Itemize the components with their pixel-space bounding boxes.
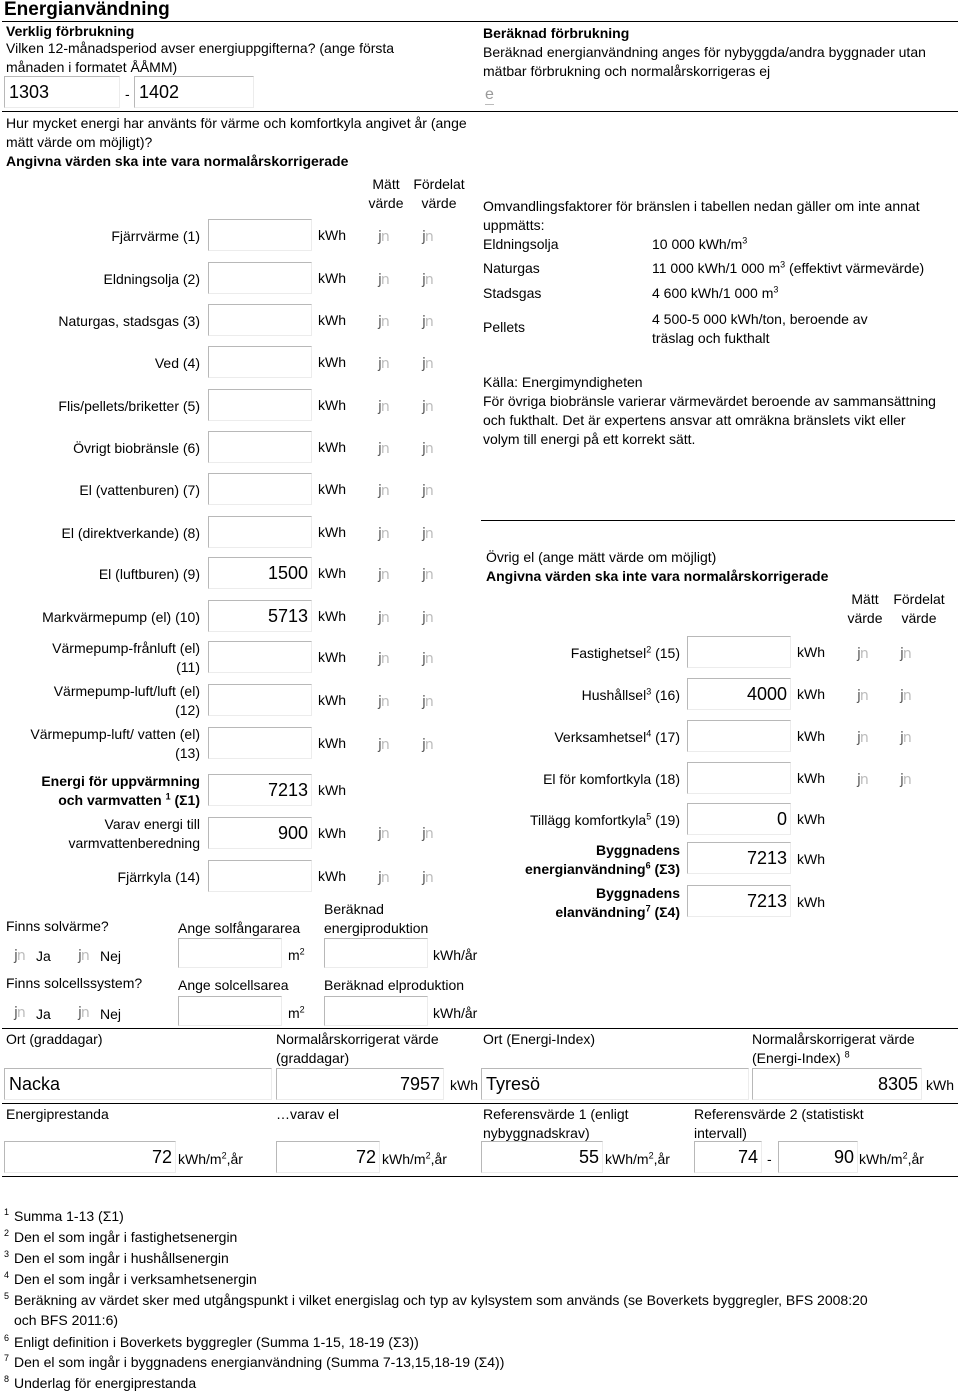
ort-energiindex-input[interactable]: Tyresö	[481, 1068, 749, 1100]
energy-row-fordelat-checkbox[interactable]: jn	[422, 272, 433, 288]
u3-sup: 2	[648, 1150, 654, 1161]
sum3-line2: energianvändning	[525, 861, 646, 877]
conversion-factor	[652, 310, 902, 348]
ref2-low-value: 74	[694, 1141, 762, 1173]
ovrig-col-matt: Mätt värde	[847, 591, 883, 626]
m2-text: m	[288, 1005, 300, 1021]
solcell-nej-radio[interactable]: jn	[78, 1005, 89, 1021]
energy-row-matt-checkbox[interactable]: jn	[378, 567, 389, 583]
energy-row-fordelat-checkbox[interactable]: jn	[422, 737, 433, 753]
energy-row-unit: kWh	[318, 649, 346, 665]
conversion-fuel: Naturgas	[483, 260, 540, 276]
energy-row-unit: kWh	[318, 481, 346, 497]
factor-sup: 3	[773, 284, 779, 295]
energiproduktion-input[interactable]	[324, 938, 428, 968]
solcell-ja-radio[interactable]: jn	[14, 1005, 25, 1021]
footnote: $^2$ Den el som ingår i fastighetsenergin	[4, 1228, 238, 1245]
ovrig-row-label	[486, 811, 680, 830]
ovrig-row-label	[486, 728, 680, 747]
norm-energiindex-unit: kWh	[926, 1077, 954, 1093]
energy-row-unit: kWh	[318, 439, 346, 455]
m2-sup: 2	[299, 1004, 305, 1015]
beraknad-text: Beräknad energianvändning anges för nybyggda/andra byggnader utan mätbar förbrukning och normalårskorrigeras ej	[483, 44, 926, 79]
ref1-label: Referensvärde 1 (enligt nybyggnadskrav)	[483, 1106, 629, 1141]
energy-row-input[interactable]	[208, 516, 312, 548]
sum1-sup: 1	[165, 791, 171, 802]
bottom-divider-3	[2, 1176, 958, 1177]
sum4-suffix: (Σ4)	[650, 904, 680, 920]
energy-row-unit: kWh	[318, 270, 346, 286]
energy-row-matt-checkbox[interactable]: jn	[378, 694, 389, 710]
ovrig-row-label	[486, 644, 680, 663]
bottom-divider-2	[2, 1103, 958, 1104]
u3: kWh/m	[605, 1151, 649, 1167]
energy-row-fordelat-checkbox[interactable]: jn	[422, 399, 433, 415]
norm-graddagar-unit: kWh	[450, 1077, 478, 1093]
period-to-input[interactable]: 1402	[134, 76, 254, 108]
energy-row-matt-checkbox[interactable]: jn	[378, 651, 389, 667]
varav-input[interactable]: 900	[208, 817, 312, 849]
u1: kWh/m	[178, 1151, 222, 1167]
norm-ei-sup: 8	[844, 1049, 850, 1060]
fjarrkyla-unit: kWh	[318, 868, 346, 884]
sum4-value: 7213	[687, 885, 791, 917]
solvarme-ja-radio[interactable]: jn	[14, 948, 25, 964]
factor-text: 4 500-5 000 kWh/ton, beroende av träslag och fukthalt	[652, 311, 868, 346]
energy-row-input[interactable]	[208, 431, 312, 463]
ref2-high-value: 90	[778, 1141, 858, 1173]
footnote: $^7$ Den el som ingår i byggnadens energianvändning (Summa 7-13,15,18-19 (Σ4))	[4, 1353, 505, 1370]
energy-row-fordelat-checkbox[interactable]: jn	[422, 651, 433, 667]
norm-graddagar-value: 7957	[276, 1068, 444, 1100]
ovrig-row-unit: kWh	[797, 811, 825, 827]
factor-text: 4 600 kWh/1 000 m	[652, 285, 774, 301]
footnote-text: Den el som ingår i byggnadens energianvändning (Summa 7-13,15,18-19 (Σ4))	[14, 1354, 505, 1370]
energy-row-unit: kWh	[318, 227, 346, 243]
ovrig-label-text: El för komfortkyla (18)	[543, 771, 680, 787]
energy-row-matt-checkbox[interactable]: jn	[378, 399, 389, 415]
energy-row-matt-checkbox[interactable]: jn	[378, 441, 389, 457]
energy-row-input[interactable]: 5713	[208, 600, 312, 632]
energy-row-label: Eldningsolja (2)	[103, 271, 200, 287]
energy-row-matt-checkbox[interactable]: jn	[378, 314, 389, 330]
conversion-source: Källa: Energimyndigheten	[483, 374, 643, 390]
energy-row-label: Värmepump-luft/ vatten (el) (13)	[30, 726, 200, 761]
energy-row-unit: kWh	[318, 354, 346, 370]
ovrig-label-suffix: (17)	[651, 729, 680, 745]
sum4-label	[486, 884, 680, 922]
energy-row-fordelat-checkbox[interactable]: jn	[422, 610, 433, 626]
how-much-question: Hur mycket energi har använts för värme och komfortkyla angivet år (ange mätt värde om möjligt)?	[6, 115, 467, 150]
conversion-intro: Omvandlingsfaktorer för bränslen i tabellen nedan gäller om inte annat uppmätts:	[483, 198, 920, 233]
energy-row-label: Naturgas, stadsgas (3)	[58, 313, 200, 329]
ovrig-row-input[interactable]	[687, 762, 791, 794]
ovrig-row-fordelat-checkbox[interactable]: jn	[900, 730, 911, 746]
solvarme-ja-label: Ja	[36, 948, 51, 964]
footnote-text: Summa 1-13 (Σ1)	[14, 1208, 124, 1224]
energy-row-input[interactable]	[208, 641, 312, 673]
ref1-value: 55	[481, 1141, 603, 1173]
ovrig-row-matt-checkbox[interactable]: jn	[857, 688, 868, 704]
conversion-fuel: Pellets	[483, 319, 526, 335]
energy-row-fordelat-checkbox[interactable]: jn	[422, 483, 433, 499]
solvarme-nej-label: Nej	[100, 948, 122, 964]
ort-graddagar-label: Ort (graddagar)	[6, 1031, 103, 1047]
varav-el-unit	[382, 1150, 447, 1169]
elproduktion-unit: kWh/år	[433, 1005, 478, 1021]
energy-row-fordelat-checkbox[interactable]: jn	[422, 229, 433, 245]
conversion-fuel: Stadsgas	[483, 285, 542, 301]
energy-row-label: Värmepump-luft/luft (el) (12)	[53, 683, 200, 718]
energy-row-label: El (direktverkande) (8)	[61, 525, 200, 541]
energy-row-input[interactable]	[208, 727, 312, 759]
period-question: Vilken 12-månadsperiod avser energiuppgifterna? (ange första månaden i formatet ÅÅMM)	[6, 40, 395, 75]
energy-row-fordelat-checkbox[interactable]: jn	[422, 567, 433, 583]
ovrig-row-matt-checkbox[interactable]: jn	[857, 730, 868, 746]
footnote: $^1$ Summa 1-13 (Σ1)	[4, 1207, 124, 1224]
ovrig-row-fordelat-checkbox[interactable]: jn	[900, 646, 911, 662]
sum1-suffix: (Σ1)	[174, 792, 200, 808]
footnote-text: Underlag för energiprestanda	[14, 1375, 197, 1391]
solcellsarea-label: Ange solcellsarea	[178, 977, 289, 993]
divider	[2, 111, 958, 112]
energy-row-input[interactable]	[208, 346, 312, 378]
footnote	[4, 1311, 954, 1330]
sum1-value: 7213	[208, 774, 312, 806]
energy-row-unit: kWh	[318, 565, 346, 581]
sum1-text: Energi för uppvärmning och varmvatten	[41, 773, 200, 808]
solcell-nej-label: Nej	[100, 1006, 122, 1022]
sum4-sup: 7	[645, 903, 651, 914]
footnote-text: Den el som ingår i verksamhetsenergin	[14, 1271, 257, 1287]
footnote: $^4$ Den el som ingår i verksamhetsenergin	[4, 1270, 257, 1287]
sum3-sup: 6	[645, 860, 651, 871]
u4: kWh/m	[859, 1151, 903, 1167]
energiprestanda-value: 72	[4, 1141, 176, 1173]
u4-sup: 2	[902, 1150, 908, 1161]
u2-sup: 2	[425, 1150, 431, 1161]
sum4-line2: elanvändning	[555, 904, 646, 920]
bottom-divider-1	[2, 1028, 958, 1029]
ovrig-row-label	[486, 686, 680, 705]
sum3-unit: kWh	[797, 851, 825, 867]
factor-sup: 3	[780, 259, 786, 270]
ovrig-row-input[interactable]: 0	[687, 803, 791, 835]
solvarme-nej-radio[interactable]: jn	[78, 948, 89, 964]
u1-ar: ,år	[226, 1151, 243, 1167]
energy-row-fordelat-checkbox[interactable]: jn	[422, 526, 433, 542]
factor-extra: (effektivt värmevärde)	[785, 260, 925, 276]
ovrig-label-text: Fastighetsel	[570, 645, 647, 661]
period-from-input[interactable]: 1303	[4, 76, 120, 108]
energy-row-label: El (vattenburen) (7)	[79, 482, 200, 498]
energy-row-label: El (luftburen) (9)	[98, 566, 200, 582]
norm-energiindex-label	[752, 1030, 952, 1068]
energy-row-fordelat-checkbox[interactable]: jn	[422, 441, 433, 457]
ovrig-label-suffix: (16)	[651, 687, 680, 703]
u4-ar: ,år	[907, 1151, 924, 1167]
ovrig-label-text: Hushållsel	[581, 687, 647, 703]
energy-row-unit: kWh	[318, 608, 346, 624]
ovrig-label-sup: 3	[646, 686, 652, 697]
solcellsarea-input[interactable]	[178, 996, 282, 1026]
factor-sup: 3	[742, 235, 748, 246]
m2-sup: 2	[299, 946, 305, 957]
energy-row-label: Fjärrvärme (1)	[111, 228, 200, 244]
sum3-label	[486, 841, 680, 879]
energy-row-fordelat-checkbox[interactable]: jn	[422, 694, 433, 710]
fjarrkyla-matt-checkbox[interactable]: jn	[378, 870, 389, 886]
energy-row-matt-checkbox[interactable]: jn	[378, 229, 389, 245]
varav-label: Varav energi till varmvattenberedning	[68, 816, 200, 851]
conversion-factor	[652, 259, 960, 278]
energy-row-input[interactable]	[208, 262, 312, 294]
varav-unit: kWh	[318, 825, 346, 841]
u1-sup: 2	[221, 1150, 227, 1161]
beraknad-elproduktion-label: Beräknad elproduktion	[324, 977, 465, 993]
energy-row-label: Ved (4)	[154, 355, 200, 371]
u2: kWh/m	[382, 1151, 426, 1167]
energy-row-input[interactable]	[208, 219, 312, 251]
ovrig-not-normal: Angivna värden ska inte vara normalårskorrigerade	[486, 568, 829, 584]
not-normal-note: Angivna värden ska inte vara normalårskorrigerade	[6, 153, 349, 169]
footnote-text: Den el som ingår i hushållsenergin	[14, 1250, 229, 1266]
ovrig-row-unit: kWh	[797, 728, 825, 744]
norm-energiindex-value: 8305	[752, 1068, 922, 1100]
m2-text: m	[288, 947, 300, 963]
beraknad-heading: Beräknad förbrukning	[483, 25, 630, 41]
ovrig-row-input[interactable]	[687, 636, 791, 668]
ovrig-heading: Övrig el (ange mätt värde om möjligt)	[486, 549, 717, 565]
energy-row-matt-checkbox[interactable]: jn	[378, 526, 389, 542]
beraknad-energiproduktion-label: Beräknad energiproduktion	[324, 901, 429, 936]
ovrig-row-label	[486, 770, 680, 789]
col-fordelat-header: Fördelat värde	[413, 176, 465, 211]
energy-row-fordelat-checkbox[interactable]: jn	[422, 314, 433, 330]
conversion-factor	[652, 235, 902, 254]
conversion-note: För övriga biobränsle varierar värmevärdet beroende av sammansättning och fukthalt. Det är expertens ansvar att omräkna bränslets vikt eller volym till energi på ett korrekt sätt.	[483, 393, 936, 447]
sum3-suffix: (Σ3)	[650, 861, 680, 877]
sum3-value: 7213	[687, 842, 791, 874]
ovrig-label-suffix: (19)	[651, 812, 680, 828]
solfangararea-label: Ange solfångararea	[178, 920, 301, 936]
energy-row-label: Värmepump-frånluft (el) (11)	[52, 640, 200, 675]
ref2-unit	[859, 1150, 924, 1169]
ovrig-divider	[481, 520, 955, 521]
solcell-question: Finns solcellssystem?	[6, 975, 143, 991]
norm-graddagar-label: Normalårskorrigerat värde (graddagar)	[276, 1031, 439, 1066]
energy-row-unit: kWh	[318, 692, 346, 708]
ref2-dash: -	[767, 1151, 772, 1167]
verklig-heading: Verklig förbrukning	[6, 23, 135, 39]
ovrig-label-sup: 5	[646, 811, 652, 822]
ovrig-col-fordelat: Fördelat värde	[893, 591, 945, 626]
sum1-label	[20, 772, 200, 810]
solfangararea-input[interactable]	[178, 938, 282, 968]
ref2-label: Referensvärde 2 (statistiskt intervall)	[694, 1106, 864, 1141]
ovrig-label-sup: 4	[646, 728, 652, 739]
energy-row-input[interactable]	[208, 473, 312, 505]
ovrig-row-unit: kWh	[797, 644, 825, 660]
fjarrkyla-label: Fjärrkyla (14)	[117, 869, 200, 885]
ort-energiindex-label: Ort (Energi-Index)	[483, 1031, 596, 1047]
ovrig-row-fordelat-checkbox[interactable]: jn	[900, 772, 911, 788]
varav-matt-checkbox[interactable]: jn	[378, 826, 389, 842]
energy-row-matt-checkbox[interactable]: jn	[378, 483, 389, 499]
footnote: $^6$ Enligt definition i Boverkets byggregler (Summa 1-15, 18-19 (Σ3))	[4, 1333, 419, 1350]
ovrig-label-sup: 2	[646, 644, 652, 655]
fjarrkyla-input[interactable]	[208, 860, 312, 892]
energiprestanda-unit	[178, 1150, 243, 1169]
ref1-unit	[605, 1150, 670, 1169]
footnote: $^3$ Den el som ingår i hushållsenergin	[4, 1249, 229, 1266]
footnote: $^8$ Underlag för energiprestanda	[4, 1374, 197, 1391]
fjarrkyla-fordelat-checkbox[interactable]: jn	[422, 870, 433, 886]
ovrig-row-fordelat-checkbox[interactable]: jn	[900, 688, 911, 704]
sum3-line1: Byggnadens	[595, 842, 680, 858]
footnote-text: och BFS 2011:6)	[14, 1312, 119, 1328]
factor-text: 11 000 kWh/1 000 m	[652, 260, 781, 276]
energy-row-matt-checkbox[interactable]: jn	[378, 610, 389, 626]
energy-row-label: Flis/pellets/briketter (5)	[58, 398, 200, 414]
ovrig-label-suffix: (15)	[651, 645, 680, 661]
varav-el-label: …varav el	[276, 1106, 340, 1122]
energy-row-label: Övrigt biobränsle (6)	[73, 440, 200, 456]
u2-ar: ,år	[430, 1151, 447, 1167]
footnote: $^5$ Beräkning av värdet sker med utgångspunkt i vilket energislag och typ av kylsystem som används (se Boverkets byggregler, BFS 2008:20	[4, 1291, 868, 1308]
title-underline	[2, 21, 958, 22]
energy-row-unit: kWh	[318, 312, 346, 328]
energy-row-matt-checkbox[interactable]: jn	[378, 356, 389, 372]
solfangararea-unit	[288, 946, 305, 965]
conversion-fuel: Eldningsolja	[483, 236, 559, 252]
energy-row-matt-checkbox[interactable]: jn	[378, 737, 389, 753]
beraknad-checkbox[interactable]: e	[485, 86, 494, 103]
ovrig-row-unit: kWh	[797, 686, 825, 702]
varav-fordelat-checkbox[interactable]: jn	[422, 826, 433, 842]
sum4-unit: kWh	[797, 894, 825, 910]
solvarme-question: Finns solvärme?	[6, 918, 109, 934]
ort-graddagar-input[interactable]: Nacka	[4, 1068, 272, 1100]
ovrig-row-unit: kWh	[797, 770, 825, 786]
page-title: Energianvändning	[4, 0, 170, 20]
col-matt-header: Mätt värde	[368, 176, 404, 211]
elproduktion-input[interactable]	[324, 996, 428, 1026]
energy-row-unit: kWh	[318, 397, 346, 413]
energy-row-unit: kWh	[318, 735, 346, 751]
energy-row-unit: kWh	[318, 524, 346, 540]
energy-row-input[interactable]	[208, 389, 312, 421]
energy-row-input[interactable]	[208, 304, 312, 336]
footnote-text: Beräkning av värdet sker med utgångspunkt i vilket energislag och typ av kylsystem som används (se Boverkets byggregler, BFS 2008:20	[14, 1292, 868, 1308]
ovrig-label-text: Tillägg komfortkyla	[530, 812, 647, 828]
footnote-text: Enligt definition i Boverkets byggregler (Summa 1-15, 18-19 (Σ3))	[14, 1334, 419, 1350]
footnote-text: Den el som ingår i fastighetsenergin	[14, 1229, 238, 1245]
energy-row-label: Markvärmepump (el) (10)	[42, 609, 200, 625]
ovrig-row-input[interactable]: 4000	[687, 678, 791, 710]
ovrig-label-text: Verksamhetsel	[554, 729, 647, 745]
norm-ei-text: Normalårskorrigerat värde (Energi-Index)	[752, 1031, 915, 1066]
solcell-ja-label: Ja	[36, 1006, 51, 1022]
conversion-factor	[652, 284, 902, 303]
energy-row-fordelat-checkbox[interactable]: jn	[422, 356, 433, 372]
ovrig-row-matt-checkbox[interactable]: jn	[857, 646, 868, 662]
ovrig-row-input[interactable]	[687, 720, 791, 752]
u3-ar: ,år	[653, 1151, 670, 1167]
energy-row-matt-checkbox[interactable]: jn	[378, 272, 389, 288]
sum4-line1: Byggnadens	[595, 885, 680, 901]
sum1-unit: kWh	[318, 782, 346, 798]
varav-el-value: 72	[276, 1141, 380, 1173]
energiproduktion-unit: kWh/år	[433, 947, 478, 963]
energy-row-input[interactable]	[208, 684, 312, 716]
factor-text: 10 000 kWh/m	[652, 236, 743, 252]
period-dash: -	[125, 86, 130, 102]
ovrig-row-matt-checkbox[interactable]: jn	[857, 772, 868, 788]
energy-row-input[interactable]: 1500	[208, 557, 312, 589]
solcellsarea-unit	[288, 1004, 305, 1023]
energiprestanda-label: Energiprestanda	[6, 1106, 109, 1122]
